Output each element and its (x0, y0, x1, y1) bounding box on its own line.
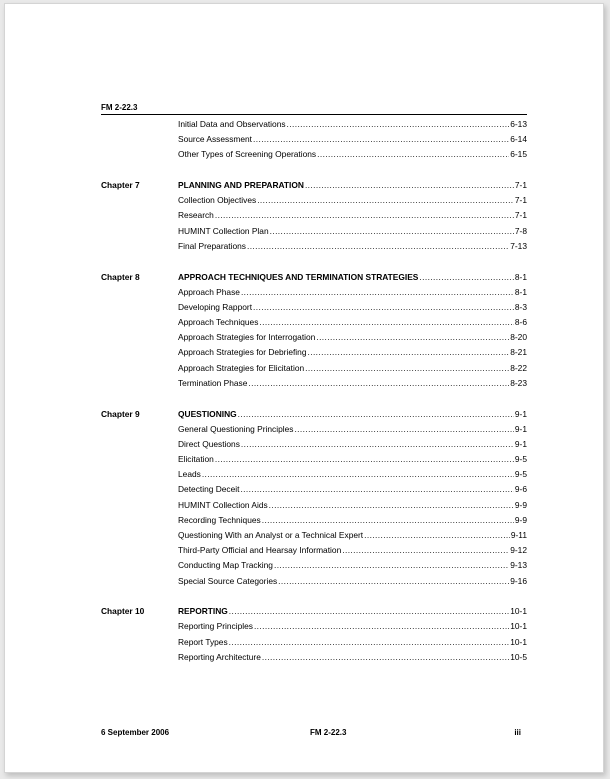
page-number: 10-1 (510, 636, 527, 647)
dot-leader (305, 178, 514, 193)
dot-leader (215, 208, 514, 223)
toc-entry[interactable] (178, 345, 527, 360)
entry-title: Termination Phase (178, 377, 248, 388)
entry-title: Conducting Map Tracking (178, 560, 273, 571)
dot-leader (202, 467, 514, 482)
chapter-title: REPORTING (178, 606, 228, 617)
page-number: 9-5 (514, 469, 527, 480)
dot-leader (229, 604, 509, 619)
page-number: 7-1 (514, 210, 527, 221)
entry-title: Special Source Categories (178, 575, 278, 586)
chapter-label: Chapter 8 (101, 271, 140, 282)
page-number: 9-16 (510, 575, 527, 586)
page-number: 9-1 (514, 408, 527, 419)
toc-entry[interactable] (178, 498, 527, 513)
toc-entry[interactable] (178, 635, 527, 650)
chapter-heading[interactable] (101, 178, 527, 193)
chapter-heading[interactable] (101, 604, 527, 619)
section-gap (101, 163, 527, 179)
dot-leader (238, 407, 514, 422)
entry-title: General Questioning Principles (178, 423, 294, 434)
page-number: 6-15 (510, 149, 527, 160)
running-header: FM 2-22.3 (101, 102, 527, 115)
page-number: 6-13 (510, 119, 527, 129)
dot-leader (241, 285, 514, 300)
page-number: 10-1 (510, 621, 527, 632)
page-number: 8-20 (510, 332, 527, 343)
page-number: 8-22 (510, 362, 527, 373)
chapter-heading[interactable] (101, 407, 527, 422)
toc-entry[interactable] (178, 330, 527, 345)
page-number: 9-9 (514, 499, 527, 510)
toc-entry[interactable] (178, 117, 527, 132)
dot-leader (278, 574, 509, 589)
dot-leader (305, 361, 509, 376)
toc-entry[interactable] (178, 285, 527, 300)
toc-entry[interactable] (178, 619, 527, 634)
toc-entry[interactable] (178, 239, 527, 254)
toc-entry[interactable] (178, 574, 527, 589)
entry-title: Recording Techniques (178, 514, 261, 525)
toc-entry[interactable] (178, 467, 527, 482)
dot-leader (253, 300, 514, 315)
entry-title: Research (178, 210, 214, 221)
entry-title: Leads (178, 469, 201, 480)
toc-entry[interactable] (178, 300, 527, 315)
dot-leader (247, 239, 509, 254)
footer-page-number: iii (514, 728, 521, 737)
chapter-label: Chapter 10 (101, 606, 145, 617)
dot-leader (316, 330, 509, 345)
dot-leader (342, 543, 509, 558)
toc-entry[interactable] (178, 482, 527, 497)
footer-manual-number: FM 2-22.3 (310, 728, 347, 737)
section-gap (101, 589, 527, 605)
toc-entry[interactable] (178, 193, 527, 208)
dot-leader (269, 498, 514, 513)
page-number: 6-14 (510, 134, 527, 145)
entry-title: HUMINT Collection Plan (178, 225, 269, 236)
dot-leader (317, 147, 509, 162)
toc-entry[interactable] (178, 132, 527, 147)
page-number: 7-8 (514, 225, 527, 236)
page-number: 8-21 (510, 347, 527, 358)
entry-title: Detecting Deceit (178, 484, 240, 495)
toc-entry[interactable] (178, 315, 527, 330)
page-number: 10-1 (510, 606, 527, 617)
page-number: 7-1 (514, 180, 527, 191)
toc-entry[interactable] (178, 650, 527, 665)
page-number: 8-6 (514, 317, 527, 328)
table-of-contents (101, 117, 527, 665)
dot-leader (262, 650, 509, 665)
toc-entry[interactable] (178, 422, 527, 437)
page-number: 9-6 (514, 484, 527, 495)
page-number: 8-1 (514, 271, 527, 282)
page-number: 9-1 (514, 438, 527, 449)
page-number: 10-5 (510, 651, 527, 662)
toc-entry[interactable] (178, 224, 527, 239)
section-gap (101, 391, 527, 407)
dot-leader (274, 558, 509, 573)
entry-title: Approach Phase (178, 286, 240, 297)
section-gap (101, 254, 527, 270)
chapter-title: APPROACH TECHNIQUES AND TERMINATION STRATEGIES (178, 271, 419, 282)
toc-entry[interactable] (178, 208, 527, 223)
toc-entry[interactable] (178, 361, 527, 376)
toc-entry[interactable] (178, 513, 527, 528)
entry-title: Third-Party Official and Hearsay Information (178, 545, 342, 556)
toc-entry[interactable] (178, 543, 527, 558)
entry-title: Initial Data and Observations (178, 119, 286, 129)
toc-entry[interactable] (178, 437, 527, 452)
dot-leader (215, 452, 514, 467)
entry-title: Report Types (178, 636, 228, 647)
toc-entry[interactable] (178, 147, 527, 162)
page-number: 8-3 (514, 301, 527, 312)
document-page (4, 3, 604, 773)
dot-leader (287, 117, 510, 132)
dot-leader (248, 376, 509, 391)
entry-title: HUMINT Collection Aids (178, 499, 268, 510)
chapter-label: Chapter 7 (101, 180, 140, 191)
dot-leader (229, 635, 510, 650)
entry-title: Reporting Principles (178, 621, 253, 632)
dot-leader (240, 482, 513, 497)
page-number: 9-9 (514, 514, 527, 525)
dot-leader (270, 224, 514, 239)
entry-title: Final Preparations (178, 240, 246, 251)
entry-title: Reporting Architecture (178, 651, 261, 662)
chapter-heading[interactable] (101, 270, 527, 285)
entry-title: Other Types of Screening Operations (178, 149, 317, 160)
entry-title: Approach Strategies for Elicitation (178, 362, 305, 373)
dot-leader (241, 437, 514, 452)
entry-title: Direct Questions (178, 438, 240, 449)
chapter-title: PLANNING AND PREPARATION (178, 180, 304, 191)
page-number: 8-23 (510, 377, 527, 388)
dot-leader (254, 619, 509, 634)
page-number: 9-1 (514, 423, 527, 434)
page-number: 8-1 (514, 286, 527, 297)
page-number: 7-13 (510, 240, 527, 251)
entry-title: Questioning With an Analyst or a Technical Expert (178, 530, 364, 540)
page-number: 9-5 (514, 454, 527, 465)
toc-entry[interactable] (178, 452, 527, 467)
page-number: 9-11 (510, 530, 527, 540)
entry-title: Approach Techniques (178, 317, 259, 328)
footer-date: 6 September 2006 (101, 728, 170, 737)
entry-title: Developing Rapport (178, 301, 253, 312)
chapter-title: QUESTIONING (178, 408, 237, 419)
entry-title: Approach Strategies for Interrogation (178, 332, 316, 343)
entry-title: Approach Strategies for Debriefing (178, 347, 307, 358)
toc-entry[interactable] (178, 528, 527, 543)
toc-entry[interactable] (178, 376, 527, 391)
dot-leader (364, 528, 510, 543)
dot-leader (294, 422, 513, 437)
entry-title: Collection Objectives (178, 195, 257, 206)
page-number: 9-13 (510, 560, 527, 571)
page-number: 9-12 (510, 545, 527, 556)
entry-title: Elicitation (178, 454, 214, 465)
dot-leader (257, 193, 514, 208)
page-number: 7-1 (514, 195, 527, 206)
toc-entry[interactable] (178, 558, 527, 573)
chapter-label: Chapter 9 (101, 408, 140, 419)
page-footer (101, 728, 527, 740)
dot-leader (253, 132, 509, 147)
dot-leader (262, 513, 514, 528)
dot-leader (259, 315, 513, 330)
dot-leader (419, 270, 513, 285)
entry-title: Source Assessment (178, 134, 253, 145)
dot-leader (308, 345, 510, 360)
